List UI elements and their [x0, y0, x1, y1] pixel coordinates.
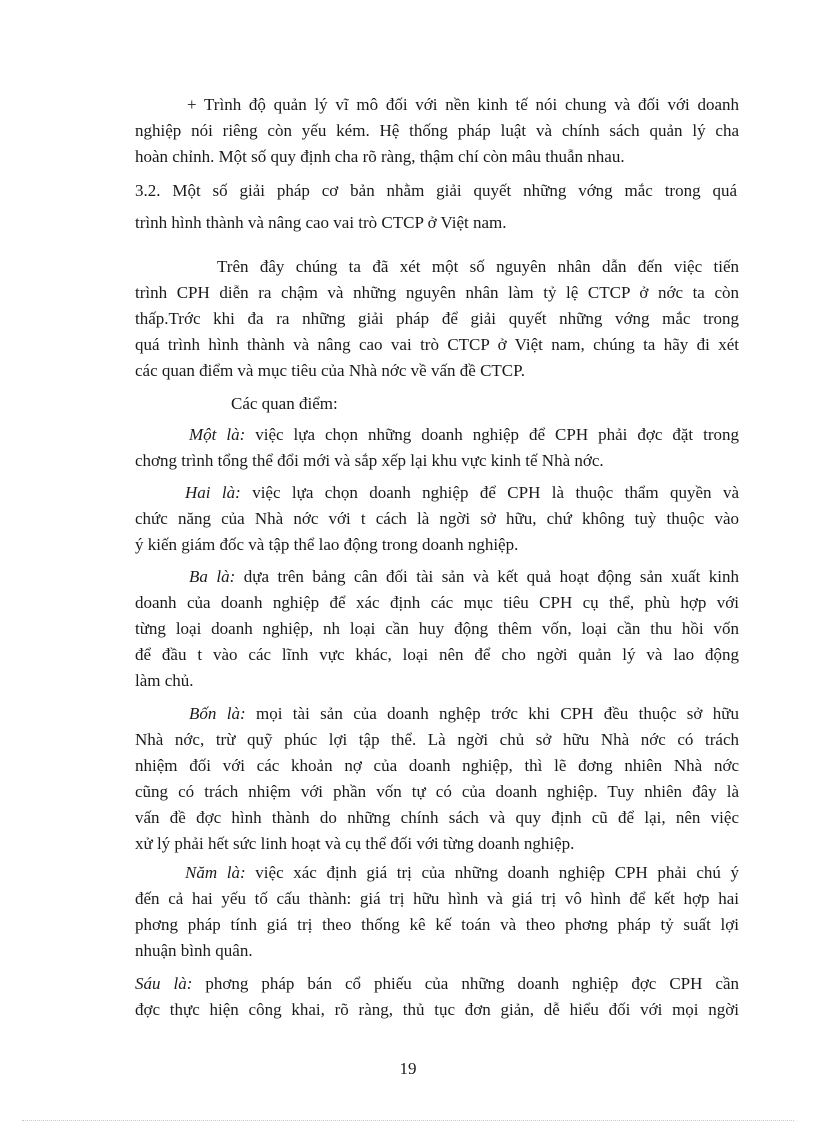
- text-line: + Trình độ quản lý vĩ mô đối với nền kinh tế nói chung và đối với doanh: [187, 95, 739, 114]
- point-lead: Ba là:: [189, 567, 236, 586]
- point-text: dựa trên bảng cân đối tài sản và kết quả hoạt động sản xuất kinh: [235, 567, 739, 586]
- page-bottom-rule: [22, 1120, 794, 1121]
- section-heading: [135, 178, 737, 236]
- text-line: doanh của doanh nghiệp để xác định các mục tiêu CPH cụ thể, phù hợp với: [135, 593, 739, 612]
- text-line: xử lý phải hết sức linh hoạt và cụ thể đối với từng doanh nghiệp.: [135, 834, 575, 853]
- text-line: [135, 422, 739, 448]
- text-line: Trên đây chúng ta đã xét một số nguyên nhân dẫn đến việc tiến: [217, 257, 739, 276]
- point-text: mọi tài sản của doanh nghệp trớc khi CPH đều thuộc sở hữu: [245, 704, 739, 723]
- paragraph-management-weakness: [135, 92, 739, 170]
- paragraph-point-six: [135, 971, 739, 1023]
- text-line: cũng có trách nhiệm với phần vốn tự có của doanh nghiệp. Tuy nhiên đây là: [135, 782, 739, 801]
- point-text: việc lựa chọn doanh nghiệp để CPH là thuộc thẩm quyền và: [240, 483, 739, 502]
- point-text: việc xác định giá trị của những doanh nghiệp CPH phải chú ý: [245, 863, 739, 882]
- text-line: [135, 701, 739, 727]
- point-lead: Hai là:: [185, 483, 241, 502]
- text-line: để đầu t vào các lĩnh vực khác, loại nên để cho ngời quản lý và lao động: [135, 645, 739, 664]
- text-line: ý kiến giám đốc và tập thể lao động trong doanh nghiệp.: [135, 535, 519, 554]
- text-line: nhuận bình quân.: [135, 941, 253, 960]
- text-line: đến cả hai yếu tố cấu thành: giá trị hữu hình và giá trị vô hình để kết hợp hai: [135, 889, 739, 908]
- paragraph-introduction: [135, 254, 739, 384]
- text-line: các quan điểm và mục tiêu của Nhà nớc về vấn đề CTCP.: [135, 361, 525, 380]
- text-line: nghiệp nói riêng còn yếu kém. Hệ thống pháp luật và chính sách quản lý cha: [135, 121, 739, 140]
- text-line: nhiệm đối với các khoản nợ của doanh nghiệp, thì lẽ đơng nhiên Nhà nớc: [135, 756, 739, 775]
- text-line: trình CPH diễn ra chậm và những nguyên nhân làm tỷ lệ CTCP ở nớc ta còn: [135, 283, 739, 302]
- text-line: hoàn chỉnh. Một số quy định cha rõ ràng, thậm chí còn mâu thuẫn nhau.: [135, 147, 625, 166]
- text-line: từng loại doanh nghiệp, nh loại cần huy động thêm vốn, loại cần thu hồi vốn: [135, 619, 739, 638]
- text-line: làm chủ.: [135, 671, 194, 690]
- text-line: [135, 480, 739, 506]
- page-number: 19: [399, 1059, 417, 1078]
- text-line: Nhà nớc, trừ quỹ phúc lợi tập thể. Là ngời chủ sở hữu Nhà nớc có trách: [135, 730, 739, 749]
- paragraph-viewpoints-label: [135, 391, 739, 417]
- text-line: [135, 564, 739, 590]
- text-line: quá trình hình thành và nâng cao vai trò CTCP ở Việt nam, chúng ta hãy đi xét: [135, 335, 739, 354]
- paragraph-point-four: [135, 701, 739, 857]
- point-lead: Bốn là:: [189, 704, 246, 723]
- paragraph-point-five: [135, 860, 739, 964]
- text-line: đợc thực hiện công khai, rõ ràng, thủ tục đơn giản, dễ hiểu đối với mọi ngời: [135, 1000, 739, 1019]
- paragraph-point-two: [135, 480, 739, 558]
- text-line: [135, 971, 739, 997]
- text-line: [135, 860, 739, 886]
- point-text: việc lựa chọn những doanh nghiệp để CPH phải đợc đặt trong: [245, 425, 739, 444]
- point-lead: Năm là:: [185, 863, 246, 882]
- text-line: Các quan điểm:: [231, 394, 338, 413]
- text-line: chức năng của Nhà nớc với t cách là ngời sở hữu, chứ không tuỳ thuộc vào: [135, 509, 739, 528]
- point-text: phơng pháp bán cổ phiếu của những doanh nghiệp đợc CPH cần: [192, 974, 739, 993]
- point-lead: Một là:: [189, 425, 246, 444]
- text-line: chơng trình tổng thể đổi mới và sắp xếp lại khu vực kinh tế Nhà nớc.: [135, 451, 604, 470]
- paragraph-point-one: [135, 422, 739, 474]
- heading-line: trình hình thành và nâng cao vai trò CTCP ở Việt nam.: [135, 213, 507, 232]
- text-line: vấn đề đợc hình thành do những chính sách và quy định cũ để lại, nên việc: [135, 808, 739, 827]
- heading-line: 3.2. Một số giải pháp cơ bản nhằm giải quyết những vớng mắc trong quá: [135, 181, 737, 200]
- text-line: phơng pháp tính giá trị theo thống kê kế toán và theo phơng pháp tỷ suất lợi: [135, 915, 739, 934]
- text-line: thấp.Trớc khi đa ra những giải pháp để giải quyết những vớng mắc trong: [135, 309, 739, 328]
- paragraph-point-three: [135, 564, 739, 694]
- point-lead: Sáu là:: [135, 974, 193, 993]
